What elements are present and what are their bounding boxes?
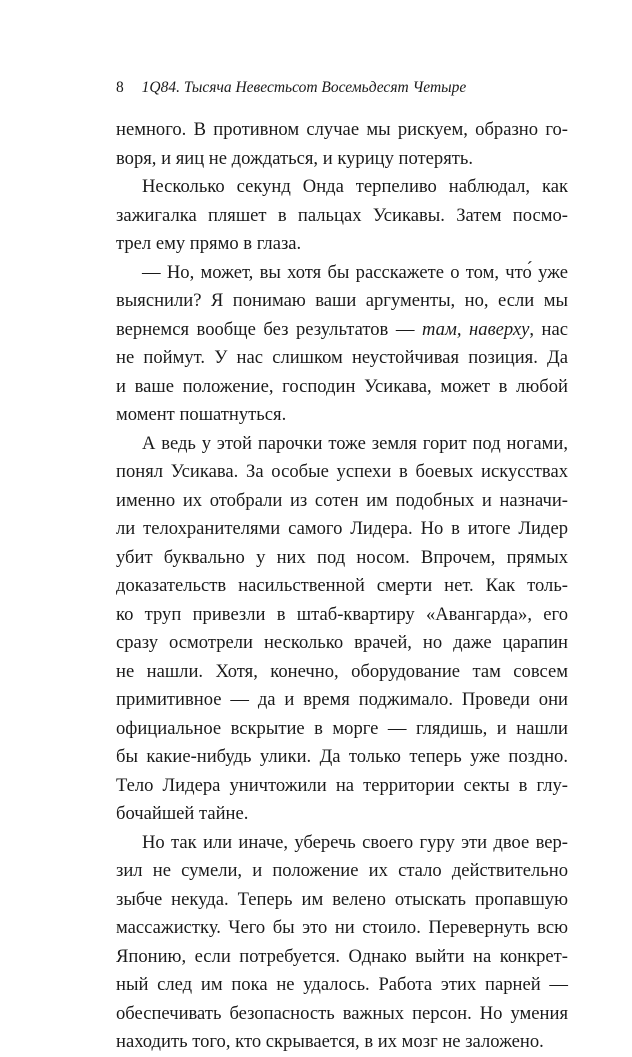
text-line: именно их отобрали из сотен им подобных и назначи- — [116, 489, 568, 511]
text-line: немного. В противном случае мы рискуем, образно го- — [116, 119, 568, 140]
paragraph — [116, 430, 568, 829]
running-title: 1Q84. Тысяча Невестьсот Восемьдесят Четыре — [141, 79, 467, 96]
text-line: зажигалка пляшет в пальцах Усикавы. Затем посмо- — [116, 204, 568, 226]
page-number: 8 — [116, 79, 124, 96]
text-line: убит буквально у них под носом. Впрочем, прямых — [116, 546, 568, 568]
text-line: сразу осмотрели несколько врачей, но даже царапин — [116, 632, 568, 653]
text-line: и ваше положение, господин Усикава, может в любой — [116, 375, 568, 397]
text-line: обеспечивать безопасность важных персон. Но умения — [116, 1002, 568, 1024]
text-line: Но так или иначе, уберечь своего гуру эти двое вер- — [142, 831, 568, 853]
text-line: момент пошатнуться. — [116, 404, 287, 425]
text-line: Японию, если потребуется. Однако выйти на конкрет- — [116, 945, 568, 967]
text-line: не поймут. У нас слишком неустойчивая позиция. Да — [116, 347, 568, 368]
paragraph — [116, 173, 568, 259]
text-line: находить того, кто скрывается, в их мозг не заложено. — [116, 1031, 544, 1052]
text-line: не нашли. Хотя, конечно, оборудование там совсем — [116, 660, 568, 682]
text-line: зыбче некуда. Теперь им велено отыскать пропавшую — [116, 888, 568, 910]
text-line: понял Усикава. За особые успехи в боевых искусствах — [116, 461, 568, 482]
text-line: официальное вскрытие в морге — глядишь, и нашли — [116, 717, 568, 739]
text-line: бы какие-нибудь улики. Да только теперь уже поздно. — [116, 746, 568, 767]
text-line: — Но, может, вы хотя бы расскажете о том, что́ уже — [142, 261, 568, 283]
text-line: массажистку. Чего бы это ни стоило. Перевернуть всю — [116, 917, 568, 938]
text-line: доказательств насильственной смерти нет. Как толь- — [116, 575, 568, 596]
text-line: ко труп привезли в штаб-квартиру «Авангарда», его — [116, 603, 568, 625]
text-line: трел ему прямо в глаза. — [116, 233, 302, 254]
text-line: ли телохранителями самого Лидера. Но в итоге Лидер — [116, 518, 568, 539]
text-line: ный след им пока не удалось. Работа этих парней — — [116, 974, 568, 995]
italic-phrase: там, наверху — [422, 318, 530, 340]
paragraph — [116, 116, 568, 173]
page-header — [116, 78, 576, 98]
text-line: примитивное — да и время поджимало. Проведи они — [116, 689, 568, 710]
text-line: воря, и яиц не дождаться, и курицу потерять. — [116, 147, 474, 169]
text-line: Несколько секунд Онда терпеливо наблюдал, как — [142, 176, 568, 197]
text-line: Тело Лидера уничтожили на территории секты в глу- — [116, 774, 568, 796]
text-line: вернемся вообще без результатов — там, наверху, нас — [116, 318, 568, 340]
text-line: А ведь у этой парочки тоже земля горит под ногами, — [142, 432, 568, 454]
paragraph — [116, 259, 568, 430]
text-line: зил не сумели, и положение их стало действительно — [116, 860, 568, 881]
paragraph — [116, 829, 568, 1057]
text-line: выяснили? Я понимаю ваши аргументы, но, если мы — [116, 290, 568, 311]
text-line: бочайшей тайне. — [116, 803, 249, 824]
body-text — [116, 116, 568, 1057]
